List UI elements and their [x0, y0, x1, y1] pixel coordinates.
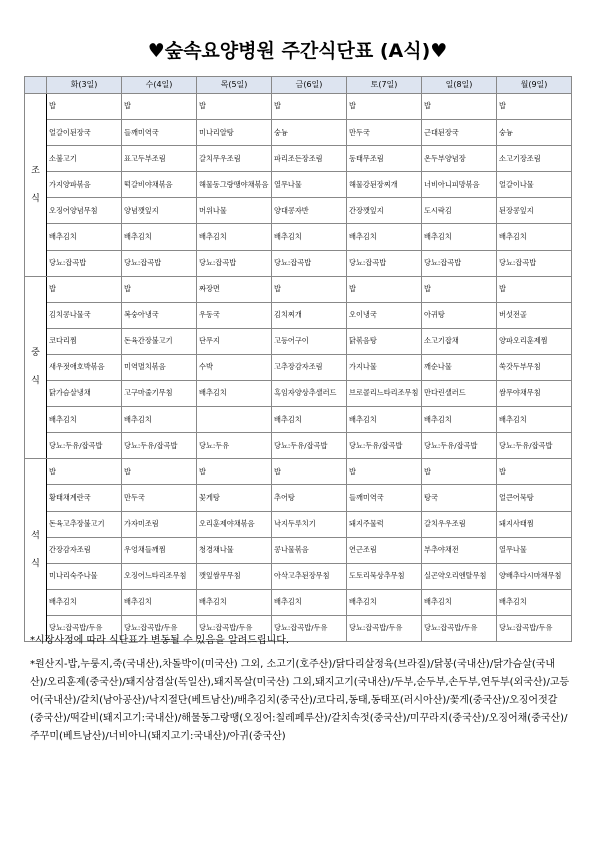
menu-item: 단무지 — [197, 328, 272, 354]
menu-item: 배추김치 — [197, 589, 272, 615]
menu-item: 오징어양념무침 — [47, 198, 122, 224]
menu-item: 버섯전골 — [497, 302, 572, 328]
menu-item: 밥 — [497, 276, 572, 302]
menu-item: 흑임자양상추샐러드 — [272, 381, 347, 407]
menu-item: 배추김치 — [347, 224, 422, 250]
menu-item: 당뇨:두유/잡곡밥 — [272, 433, 347, 459]
dinner-row — [25, 589, 572, 615]
menu-item — [197, 407, 272, 433]
menu-item: 배추김치 — [422, 589, 497, 615]
breakfast-row — [25, 250, 572, 276]
menu-item: 당뇨:두유/잡곡밥 — [47, 433, 122, 459]
menu-item: 코다리찜 — [47, 328, 122, 354]
menu-item: 얼갈이된장국 — [47, 120, 122, 146]
menu-item: 부추야채전 — [422, 537, 497, 563]
menu-item: 당뇨:두유 — [197, 433, 272, 459]
menu-item: 닭가슴살냉채 — [47, 381, 122, 407]
day-header: 금(6일) — [272, 77, 347, 94]
menu-item: 아귀탕 — [422, 302, 497, 328]
menu-item: 밥 — [347, 94, 422, 120]
menu-item: 당뇨:잡곡밥 — [197, 250, 272, 276]
menu-item: 고등어구이 — [272, 328, 347, 354]
menu-item: 머위나물 — [197, 198, 272, 224]
menu-item: 고추장감자조림 — [272, 354, 347, 380]
menu-item: 미역멸치볶음 — [122, 354, 197, 380]
menu-item: 배추김치 — [47, 224, 122, 250]
menu-item: 얼갈이나물 — [497, 172, 572, 198]
corner-cell — [25, 77, 47, 94]
menu-item: 숭늉 — [497, 120, 572, 146]
menu-item: 쑥갓두부무침 — [497, 354, 572, 380]
dinner-row — [25, 485, 572, 511]
lunch-row — [25, 276, 572, 302]
menu-item: 간장깻잎지 — [347, 198, 422, 224]
menu-item: 밥 — [197, 94, 272, 120]
menu-item: 돼지사태찜 — [497, 511, 572, 537]
menu-item: 당뇨:잡곡밥/두유 — [497, 615, 572, 641]
menu-item: 가지양파볶음 — [47, 172, 122, 198]
menu-item: 배추김치 — [422, 224, 497, 250]
menu-item: 밥 — [497, 94, 572, 120]
menu-item: 배추김치 — [272, 407, 347, 433]
meal-label-char: 식 — [31, 559, 40, 570]
menu-item: 새우젓애호박볶음 — [47, 354, 122, 380]
meal-label-char: 조 — [31, 165, 40, 176]
menu-item: 만다린샐러드 — [422, 381, 497, 407]
breakfast-row — [25, 224, 572, 250]
dinner-row — [25, 511, 572, 537]
menu-item: 돈육고추장불고기 — [47, 511, 122, 537]
menu-item: 당뇨:잡곡밥 — [272, 250, 347, 276]
lunch-row — [25, 328, 572, 354]
origin-info: *원산지-밥,누룽지,죽(국내산),차돌박이(미국산) 그외, 소고기(호주산)/닭다리살정육(브라질)/닭봉(국내산)/닭가슴살(국내산)/오리훈제(중국산)/돼지삼겹살(독일산),돼지목살(미국산) 그외,돼지고기(국내산)/두부,순두부,손두부,연두부(외국산)/고등어(국내산)/갈치(남아공산)/낙지절단(베트남산)/배추김치(중국산)/코다리,동태,동태포(러시아산)/꽃게(중국산)/오징어젓갈(중국산)/떡갈비(돼지고기:국내산)/해물동그랑땡(오징어:칠레페루산)/갈치속젓(중국산)/미꾸라지(중국산)/오징어채(중국산)/주꾸미(베트남산)/너비아니(돼지고기:국내산)/아귀(중국산) — [30, 659, 570, 742]
menu-item: 연근조림 — [347, 537, 422, 563]
menu-item: 얼큰어묵탕 — [497, 485, 572, 511]
menu-item: 양대콩자반 — [272, 198, 347, 224]
menu-item: 밥 — [47, 94, 122, 120]
menu-item: 배추김치 — [497, 589, 572, 615]
menu-item: 당뇨:잡곡밥/두유 — [122, 615, 197, 641]
menu-item: 갈치무우조림 — [197, 146, 272, 172]
menu-item: 파리조든장조림 — [272, 146, 347, 172]
menu-item: 당뇨:잡곡밥 — [422, 250, 497, 276]
menu-item: 브로콜리느타리조무침 — [347, 381, 422, 407]
weekly-menu-table — [24, 76, 572, 642]
day-header: 토(7일) — [347, 77, 422, 94]
menu-item: 열무나물 — [497, 537, 572, 563]
menu-item: 양파오리훈제찜 — [497, 328, 572, 354]
lunch-label — [25, 276, 47, 459]
menu-item: 너비아니피망볶음 — [422, 172, 497, 198]
dinner-row — [25, 563, 572, 589]
menu-item: 배추김치 — [347, 589, 422, 615]
breakfast-row — [25, 120, 572, 146]
breakfast-row — [25, 172, 572, 198]
menu-item: 당뇨:잡곡밥/두유 — [347, 615, 422, 641]
breakfast-row — [25, 198, 572, 224]
menu-item: 쌈무야채무침 — [497, 381, 572, 407]
menu-item: 꽃게탕 — [197, 485, 272, 511]
menu-item: 만두국 — [122, 485, 197, 511]
menu-item: 당뇨:두유/잡곡밥 — [422, 433, 497, 459]
menu-item: 도시락김 — [422, 198, 497, 224]
menu-item: 오징어느타리조무침 — [122, 563, 197, 589]
menu-item: 깨순나물 — [422, 354, 497, 380]
menu-item: 만두국 — [347, 120, 422, 146]
menu-item: 배추김치 — [272, 224, 347, 250]
menu-item: 배추김치 — [272, 589, 347, 615]
menu-item: 배추김치 — [122, 589, 197, 615]
menu-item: 콩나물볶음 — [272, 537, 347, 563]
menu-item: 밥 — [47, 459, 122, 485]
menu-item: 해물동그랑땡야채볶음 — [197, 172, 272, 198]
menu-item: 표고두부조림 — [122, 146, 197, 172]
menu-item: 배추김치 — [347, 407, 422, 433]
menu-item: 밥 — [497, 459, 572, 485]
menu-item: 당뇨:잡곡밥/두유 — [422, 615, 497, 641]
menu-item: 밥 — [272, 276, 347, 302]
menu-item: 탕국 — [422, 485, 497, 511]
breakfast-label — [25, 94, 47, 277]
day-header-row — [25, 77, 572, 94]
menu-item: 깻잎쌈무무침 — [197, 563, 272, 589]
menu-item: 밥 — [272, 459, 347, 485]
menu-item: 밥 — [422, 94, 497, 120]
menu-item: 밥 — [272, 94, 347, 120]
menu-item: 당뇨:두유/잡곡밥 — [122, 433, 197, 459]
menu-item: 당뇨:잡곡밥 — [122, 250, 197, 276]
menu-change-notice: *시장사정에 따라 식단표가 변동될 수 있음을 알려드립니다. — [30, 635, 290, 646]
menu-item: 아삭고추된장무침 — [272, 563, 347, 589]
menu-item: 당뇨:잡곡밥/두유 — [197, 615, 272, 641]
menu-item: 실곤약오리엔탈무침 — [422, 563, 497, 589]
menu-item: 오이냉국 — [347, 302, 422, 328]
menu-item: 온두부양념장 — [422, 146, 497, 172]
menu-item: 김치콩나물국 — [47, 302, 122, 328]
menu-item: 복숭아냉국 — [122, 302, 197, 328]
menu-item: 가자미조림 — [122, 511, 197, 537]
menu-item: 김치찌개 — [272, 302, 347, 328]
menu-item: 짜장면 — [197, 276, 272, 302]
menu-item: 배추김치 — [197, 224, 272, 250]
menu-item: 당뇨:잡곡밥/두유 — [272, 615, 347, 641]
notes — [30, 632, 570, 752]
menu-item: 낙지두루치기 — [272, 511, 347, 537]
menu-item: 배추김치 — [497, 407, 572, 433]
menu-item: 우엉채들깨찜 — [122, 537, 197, 563]
menu-item: 당뇨:두유/잡곡밥 — [347, 433, 422, 459]
lunch-row — [25, 302, 572, 328]
menu-item: 추어탕 — [272, 485, 347, 511]
menu-item: 해물강된장찌개 — [347, 172, 422, 198]
day-header: 목(5일) — [197, 77, 272, 94]
menu-item: 소고기장조림 — [497, 146, 572, 172]
menu-item: 소고기잡채 — [422, 328, 497, 354]
meal-label-char: 식 — [31, 193, 40, 204]
menu-item: 배추김치 — [47, 589, 122, 615]
menu-item: 당뇨:잡곡밥/두유 — [47, 615, 122, 641]
menu-item: 가지나물 — [347, 354, 422, 380]
dinner-row — [25, 537, 572, 563]
menu-item: 밥 — [347, 459, 422, 485]
menu-item: 밥 — [122, 459, 197, 485]
menu-item: 도토리묵상추무침 — [347, 563, 422, 589]
menu-item: 오리훈제야채볶음 — [197, 511, 272, 537]
lunch-row — [25, 407, 572, 433]
menu-item: 수박 — [197, 354, 272, 380]
menu-item: 밥 — [122, 94, 197, 120]
menu-item: 황태채계란국 — [47, 485, 122, 511]
lunch-row — [25, 354, 572, 380]
meal-label-char: 중 — [31, 348, 40, 359]
menu-item: 양념깻잎지 — [122, 198, 197, 224]
meal-label-char: 석 — [31, 531, 40, 542]
menu-item: 당뇨:잡곡밥 — [47, 250, 122, 276]
menu-item: 들깨미역국 — [122, 120, 197, 146]
breakfast-row — [25, 94, 572, 120]
menu-item: 열무나물 — [272, 172, 347, 198]
menu-item: 들깨미역국 — [347, 485, 422, 511]
menu-item: 배추김치 — [497, 224, 572, 250]
menu-item: 당뇨:잡곡밥 — [347, 250, 422, 276]
day-header: 수(4일) — [122, 77, 197, 94]
menu-item: 갈치우우조림 — [422, 511, 497, 537]
lunch-row — [25, 433, 572, 459]
day-header: 일(8일) — [422, 77, 497, 94]
menu-item: 떡갈비야채볶음 — [122, 172, 197, 198]
menu-item: 밥 — [197, 459, 272, 485]
menu-item: 밥 — [122, 276, 197, 302]
menu-item: 밥 — [347, 276, 422, 302]
menu-item: 근대된장국 — [422, 120, 497, 146]
menu-item: 당뇨:잡곡밥 — [497, 250, 572, 276]
menu-item: 밥 — [47, 276, 122, 302]
day-header: 화(3일) — [47, 77, 122, 94]
menu-item: 배추김치 — [47, 407, 122, 433]
menu-item: 돼지주물럭 — [347, 511, 422, 537]
dinner-row — [25, 459, 572, 485]
menu-item: 양배추다시마채무침 — [497, 563, 572, 589]
breakfast-row — [25, 146, 572, 172]
menu-item: 소불고기 — [47, 146, 122, 172]
page-title: ♥숲속요양병원 주간식단표 (A식)♥ — [147, 40, 448, 62]
menu-item: 미나리알탕 — [197, 120, 272, 146]
menu-item: 배추김치 — [122, 224, 197, 250]
menu-item: 돈육간장불고기 — [122, 328, 197, 354]
menu-item: 밥 — [422, 276, 497, 302]
menu-item: 배추김치 — [197, 381, 272, 407]
menu-item: 숭늉 — [272, 120, 347, 146]
menu-item: 동태무조림 — [347, 146, 422, 172]
menu-item: 밥 — [422, 459, 497, 485]
menu-item: 된장콩잎지 — [497, 198, 572, 224]
menu-item: 간장감자조림 — [47, 537, 122, 563]
menu-item: 고구마줄기무침 — [122, 381, 197, 407]
menu-item: 배추김치 — [122, 407, 197, 433]
menu-item: 배추김치 — [422, 407, 497, 433]
menu-item: 우동국 — [197, 302, 272, 328]
day-header: 월(9일) — [497, 77, 572, 94]
menu-item: 당뇨:두유/잡곡밥 — [497, 433, 572, 459]
dinner-label — [25, 459, 47, 642]
menu-item: 청경채나물 — [197, 537, 272, 563]
lunch-row — [25, 381, 572, 407]
meal-label-char: 식 — [31, 376, 40, 387]
menu-item: 닭볶음탕 — [347, 328, 422, 354]
menu-item: 미나리숙주나물 — [47, 563, 122, 589]
